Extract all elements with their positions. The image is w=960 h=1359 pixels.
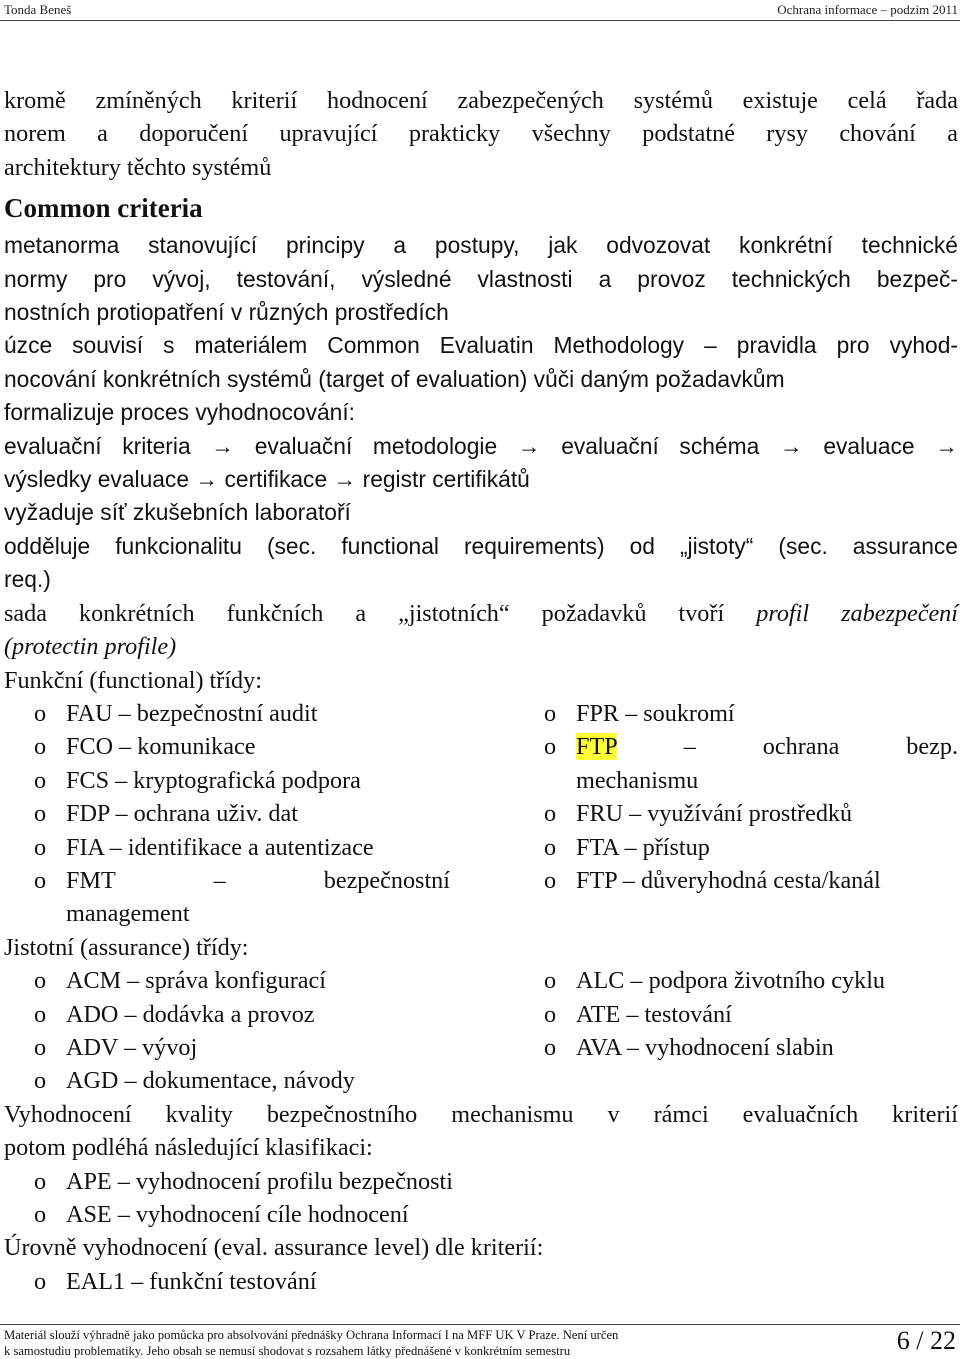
list-item: o FRU – využívání prostředků [514, 797, 958, 830]
profile-text: sada konkrétních funkčních a „jistotních“ požadavků tvoří [4, 599, 725, 627]
list-item: o ACM – správa konfigurací [4, 964, 514, 997]
list-item: o ADO – dodávka a provoz [4, 998, 514, 1031]
flow-step: výsledky evaluace [4, 466, 190, 493]
assurance-heading: Jistotní (assurance) třídy: [4, 933, 249, 961]
list-item-continuation: management [66, 900, 190, 928]
list-item: o AVA – vyhodnocení slabin [514, 1031, 958, 1064]
evaluation-line-2: potom podléhá následující klasifikaci: [4, 1134, 373, 1162]
list-item: o ADV – vývoj [4, 1031, 514, 1064]
profile-term-en: (protectin profile) [4, 633, 177, 661]
list-item: o EAL1 – funkční testování [4, 1265, 534, 1298]
list-item: o FIA – identifikace a autentizace [4, 831, 514, 864]
functional-heading: Funkční (functional) třídy: [4, 666, 262, 694]
bullet-icon: o [34, 1067, 47, 1095]
list-item: o FCO – komunikace [4, 730, 514, 763]
bullet-icon: o [34, 1033, 47, 1061]
bullet-icon: o [34, 1267, 47, 1295]
bullet-icon: o [544, 1000, 557, 1028]
list-item: o FPR – soukromí [514, 697, 958, 730]
levels-heading: Úrovně vyhodnocení (eval. assurance level) dle kriterií: [4, 1234, 544, 1262]
page-footer [0, 1324, 960, 1358]
assurance-left-column [4, 964, 514, 1098]
cc-line-4: úzce souvisí s materiálem Common Evaluatin Methodology – pravidla pro vyhod- [4, 332, 958, 359]
bullet-icon: o [544, 1033, 557, 1061]
functional-classes [4, 697, 958, 931]
intro-line-1: kromě zmíněných kriterií hodnocení zabezpečených systémů existuje celá řada [4, 87, 958, 114]
bullet-icon: o [34, 766, 47, 794]
bullet-icon: o [34, 733, 47, 761]
profile-line-2 [4, 630, 958, 663]
list-item: o FCS – kryptografická podpora [4, 764, 514, 797]
list-item: o ASE – vyhodnocení cíle hodnocení [4, 1198, 534, 1231]
levels-list [4, 1265, 534, 1298]
intro-line-3: architektury těchto systémů [4, 153, 272, 181]
footer-disclaimer: Materiál slouží výhradně jako pomůcka pro absolvování přednášky Ochrana Informací I na MFF UK V Praze. Není určen k samostudiu problematiky. Jeho obsah se nemusí shodovat s rozsahem látky přednášené v konkrétním semestru [4, 1328, 619, 1358]
bullet-icon: o [34, 800, 47, 828]
list-item: o FTP – ochrana bezp. [514, 730, 958, 763]
cc-line-5: nocování konkrétních systémů (target of evaluation) vůči daným požadavkům [4, 365, 785, 392]
functional-left-column [4, 697, 514, 931]
list-item: o ALC – podpora životního cyklu [514, 964, 958, 997]
section-title: Common criteria [4, 193, 203, 224]
page-content [4, 84, 958, 1298]
evaluation-flow-2 [4, 463, 958, 496]
bullet-icon: o [34, 833, 47, 861]
arrow-right-icon: → [211, 432, 235, 459]
arrow-right-icon: → [333, 466, 357, 493]
arrow-right-icon: → [517, 432, 541, 459]
assurance-right-column [514, 964, 958, 1098]
bullet-icon: o [544, 699, 557, 727]
flow-step: evaluační schéma [561, 432, 760, 459]
bullet-icon: o [34, 866, 47, 894]
common-criteria-description [4, 229, 958, 596]
cc-line-1: metanorma stanovující principy a postupy, jak odvozovat konkrétní technické [4, 232, 958, 259]
flow-step: evaluační metodologie [254, 432, 498, 459]
bullet-icon: o [34, 1167, 47, 1195]
cc-line-10: odděluje funkcionalitu (sec. functional requirements) od „jistoty“ (sec. assurance [4, 532, 958, 559]
evaluation-flow-1 [4, 430, 958, 463]
list-item: o FAU – bezpečnostní audit [4, 697, 514, 730]
list-item: o APE – vyhodnocení profilu bezpečnosti [4, 1165, 534, 1198]
page-header [0, 0, 960, 22]
list-item: o FDP – ochrana uživ. dat [4, 797, 514, 830]
profile-term: profil zabezpečení [756, 599, 958, 627]
arrow-right-icon: → [779, 432, 803, 459]
highlighted-code: FTP [576, 733, 617, 761]
functional-right-column [514, 697, 958, 931]
bullet-icon: o [544, 800, 557, 828]
bullet-icon: o [34, 967, 47, 995]
cc-line-9: vyžaduje síť zkušebních laboratoří [4, 499, 351, 526]
bullet-icon: o [544, 866, 557, 894]
intro-line-2: norem a doporučení upravující prakticky všechny podstatné rysy chování a [4, 120, 958, 148]
bullet-icon: o [544, 733, 557, 761]
bullet-icon: o [34, 1201, 47, 1228]
list-item: o FTA – přístup [514, 831, 958, 864]
evaluation-line-1: Vyhodnocení kvality bezpečnostního mechanismu v rámci evaluačních kriterií [4, 1100, 958, 1128]
header-course: Ochrana informace – podzim 2011 [777, 2, 958, 17]
footer-rule [0, 1324, 960, 1325]
bullet-icon: o [544, 833, 557, 861]
assurance-classes [4, 964, 958, 1098]
bullet-icon: o [34, 699, 47, 727]
cc-line-2: normy pro vývoj, testování, výsledné vlastnosti a provoz technických bezpeč- [4, 265, 958, 292]
page-number: 6 / 22 [896, 1326, 956, 1355]
cc-line-6: formalizuje proces vyhodnocování: [4, 399, 356, 426]
cc-line-3: nostních protiopatření v různých prostředích [4, 299, 449, 326]
bullet-icon: o [34, 1000, 47, 1028]
profile-line-1 [4, 597, 958, 630]
list-item: o FMT – bezpečnostní [4, 864, 514, 897]
flow-step: evaluace [823, 432, 915, 459]
cc-line-11: req.) [4, 566, 51, 593]
header-rule [0, 20, 960, 21]
bullet-icon: o [544, 967, 557, 995]
header-author: Tonda Beneš [4, 2, 72, 17]
list-item: o AGD – dokumentace, návody [4, 1064, 514, 1097]
arrow-right-icon: → [195, 466, 219, 493]
flow-step: evaluační kriteria [4, 432, 191, 459]
arrow-right-icon: → [935, 432, 959, 459]
list-item: o FTP – důveryhodná cesta/kanál [514, 864, 958, 897]
evaluation-list [4, 1165, 534, 1232]
flow-step: certifikace [224, 466, 328, 493]
list-item: o ATE – testování [514, 998, 958, 1031]
flow-step: registr certifikátů [362, 466, 530, 493]
list-item-continuation: mechanismu [576, 766, 699, 794]
